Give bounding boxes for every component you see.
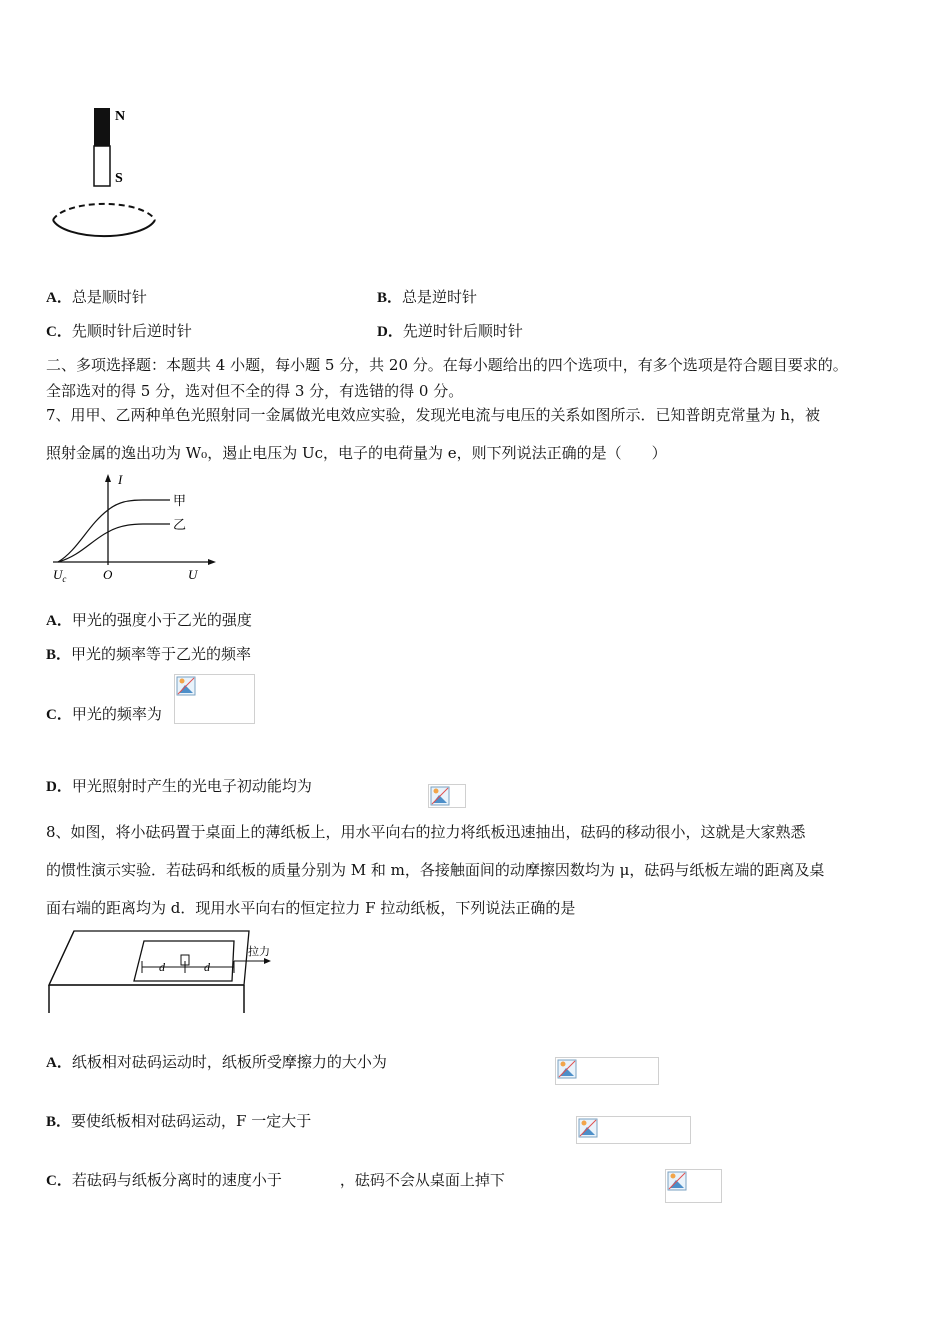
option-text: 甲光的频率为 [71,705,162,723]
option-letter: C． [46,1173,72,1189]
force-label: 拉力 [248,946,270,958]
d-left-label: d [159,960,165,974]
option-letter: D． [377,324,403,340]
option-letter: B． [46,1114,72,1130]
magnet-north-pole [94,108,110,146]
coil-front [53,220,155,236]
south-label: S [115,171,123,186]
coil-back-dashed [53,204,155,220]
y-axis-arrow [105,474,111,482]
q6-option-d [377,320,523,341]
x-axis-arrow [208,559,216,565]
q7-c-formula-image [174,674,255,724]
option-letter: A． [46,613,72,629]
q6-option-c [46,320,192,341]
section2-line1: 二、多项选择题：本题共 4 小题，每小题 5 分，共 20 分。在每小题给出的四个选项中，有多个选项是符合题目要求的。 [46,356,848,374]
option-text: 先逆时针后顺时针 [402,322,523,340]
north-label: N [115,109,126,124]
option-text: 要使纸板相对砝码运动，F 一定大于 [71,1112,312,1130]
option-letter: B． [46,647,72,663]
option-letter: C． [46,324,72,340]
option-text: 若砝码与纸板分离时的速度小于 [71,1171,282,1189]
option-text: 纸板相对砝码运动时，纸板所受摩擦力的大小为 [71,1053,387,1071]
q8-stem-line1: 8、如图，将小砝码置于桌面上的薄纸板上，用水平向右的拉力将纸板迅速抽出，砝码的移动很小，这就是大家熟悉 [46,823,806,841]
table-left-edge [49,931,74,985]
broken-image-icon [578,1118,598,1138]
origin-label: O [103,567,113,582]
magnet-south-pole [94,146,110,186]
q7-stem-line2: 照射金属的逸出功为 W₀，遏止电压为 Uc，电子的电荷量为 e，则下列说法正确的是（ ） [46,444,667,462]
option-letter: C． [46,707,72,723]
curve-yi-label: 乙 [173,517,187,532]
broken-image-icon [176,676,196,696]
table-edge [49,985,244,1013]
q7-option-a [46,609,252,630]
option-letter: D． [46,779,72,795]
y-axis-label: I [118,472,123,487]
d-right-label: d [204,960,210,974]
curve-jia-label: 甲 [173,493,187,508]
q7-stem-line1: 7、用甲、乙两种单色光照射同一金属做光电效应实验，发现光电流与电压的关系如图所示．已知普朗克常量为 h，被 [46,406,820,424]
option-letter: B． [377,290,403,306]
magnet-coil-figure [48,100,168,250]
option-text: 甲光的强度小于乙光的强度 [71,611,252,629]
option-text-after: ，砝码不会从桌面上掉下 [339,1171,505,1189]
curve-yi [58,524,170,562]
q8-c-formula-image [665,1169,722,1203]
option-letter: A． [46,1055,72,1071]
broken-image-icon [557,1059,577,1079]
broken-image-icon [430,786,450,806]
q8-stem-line3: 面右端的距离均为 d．现用水平向右的恒定拉力 F 拉动纸板，下列说法正确的是 [46,899,576,917]
q8-option-a [46,1051,387,1072]
q7-d-formula-image [428,784,466,808]
curve-jia [58,500,170,562]
section2-line2: 全部选对的得 5 分，选对但不全的得 3 分，有选错的得 0 分。 [46,382,464,400]
q6-option-b [377,286,477,307]
q7-option-b [46,643,251,664]
uc-label: $U_c$ [53,567,67,584]
option-text: 先顺时针后逆时针 [71,322,192,340]
q8-board-figure [44,925,276,1017]
q8-stem-line2: 的惯性演示实验．若砝码和纸板的质量分别为 M 和 m，各接触面间的动摩擦因数均为 μ，砝码与纸板左端的距离及桌 [46,861,825,879]
q6-option-a [46,286,147,307]
q8-a-formula-image [555,1057,659,1085]
q8-option-b [46,1110,311,1131]
broken-image-icon [667,1171,687,1191]
x-axis-label: U [188,567,198,582]
option-text: 总是顺时针 [71,288,147,306]
force-arrowhead [264,958,271,964]
q7-option-d [46,775,312,796]
option-text: 总是逆时针 [402,288,478,306]
q8-b-formula-image [576,1116,691,1144]
option-letter: A． [46,290,72,306]
q8-option-c [46,1169,505,1190]
option-text: 甲光照射时产生的光电子初动能均为 [71,777,312,795]
q7-iu-graph [48,470,218,585]
q7-option-c [46,703,162,724]
option-text: 甲光的频率等于乙光的频率 [71,645,252,663]
